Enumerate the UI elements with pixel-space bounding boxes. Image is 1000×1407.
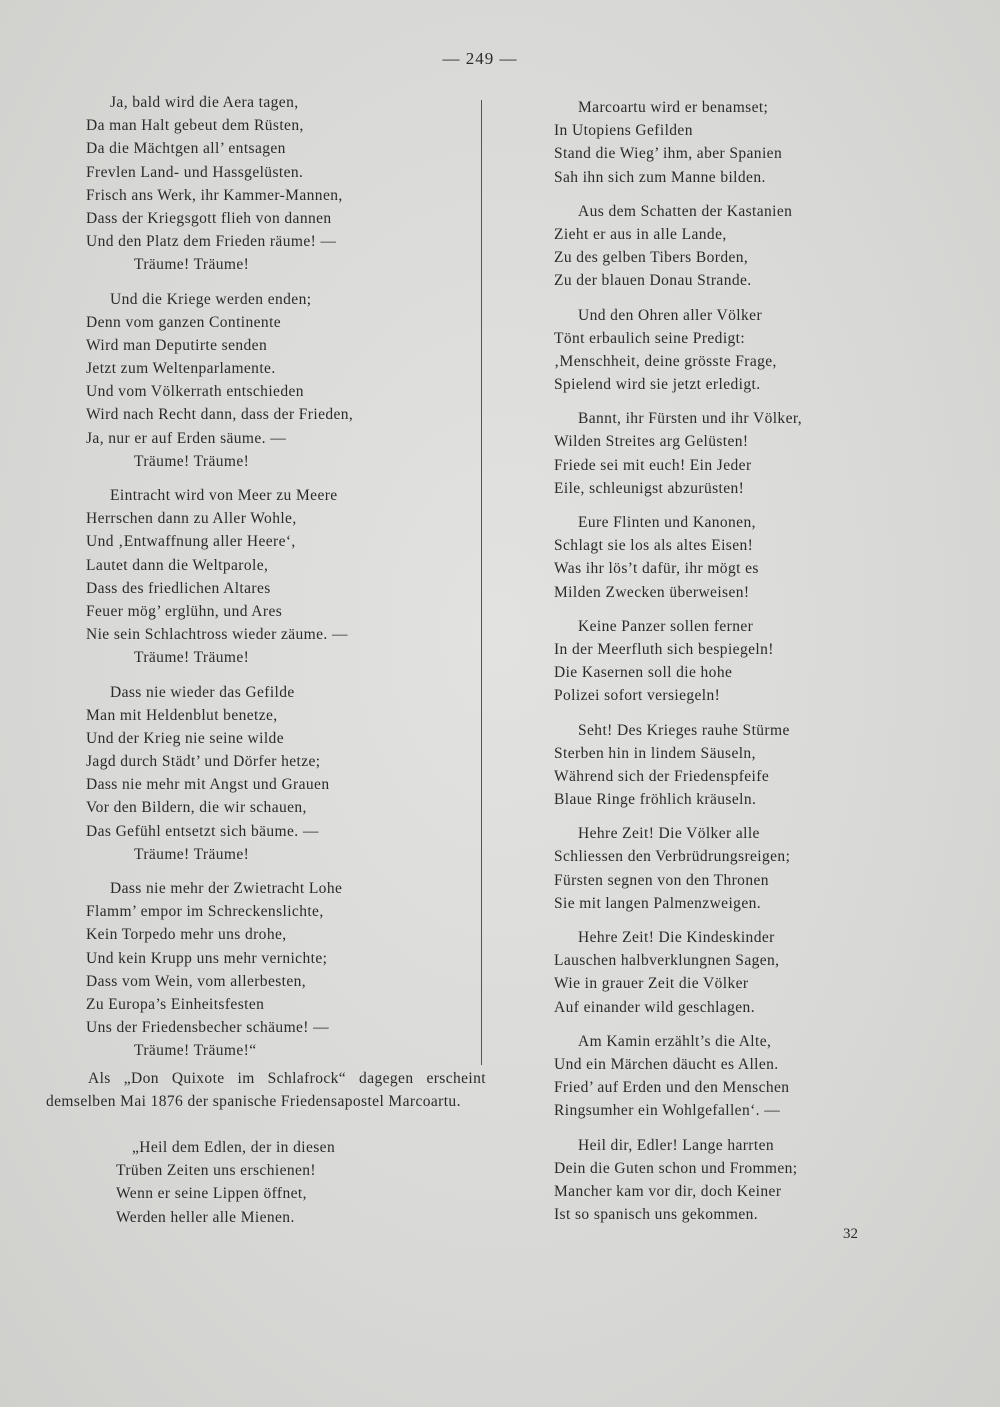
refrain-line: Träume! Träume!“	[134, 1042, 257, 1060]
verse-line: Herrschen dann zu Aller Wohle,	[86, 510, 297, 528]
verse-line: Und vom Völkerrath entschieden	[86, 383, 304, 401]
verse-line: Während sich der Friedenspfeife	[554, 767, 770, 785]
verse-line: Lautet dann die Weltparole,	[86, 556, 269, 574]
verse-line: ‚Menschheit, deine grösste Frage,	[554, 352, 777, 370]
stanza	[554, 1030, 884, 1123]
verse-line: Wie in grauer Zeit die Völker	[554, 975, 749, 993]
verse-line: Man mit Heldenblut benetze,	[86, 706, 278, 724]
verse-line: Zu Europa’s Einheitsfesten	[86, 995, 265, 1013]
verse-line: Zieht er aus in alle Lande,	[554, 225, 727, 243]
verse-line: Mancher kam vor dir, doch Keiner	[554, 1182, 782, 1200]
verse-line: Uns der Friedensbecher schäume! —	[86, 1019, 330, 1037]
verse-line: Wenn er seine Lippen öffnet,	[116, 1185, 307, 1203]
stanza	[554, 822, 884, 915]
verse-line: Dass des friedlichen Altares	[86, 579, 271, 597]
refrain-line: Träume! Träume!	[134, 452, 250, 470]
verse-line: Jagd durch Städt’ und Dörfer hetze;	[86, 753, 321, 771]
verse-line: Marcoartu wird er benamset;	[578, 99, 769, 116]
verse-line: Vor den Bildern, die wir schauen,	[86, 799, 307, 817]
verse-line: Dass nie wieder das Gefilde	[110, 683, 295, 701]
verse-line: Eile, schleunigst abzurüsten!	[554, 479, 745, 497]
verse-line: Ja, nur er auf Erden säume. —	[86, 429, 287, 447]
verse-line: Lauschen halbverklungnen Sagen,	[554, 952, 780, 970]
stanza	[86, 484, 471, 670]
verse-line: Fried’ auf Erden und den Menschen	[554, 1079, 790, 1097]
verse-line: Und ein Märchen däucht es Allen.	[554, 1055, 779, 1073]
verse-line: Nie sein Schlachtross wieder zäume. —	[86, 626, 348, 644]
stanza	[554, 926, 884, 1019]
verse-line: Wilden Streites arg Gelüsten!	[554, 433, 749, 451]
stanza	[554, 407, 884, 500]
stanza	[86, 681, 471, 867]
verse-line: Am Kamin erzählt’s die Alte,	[578, 1032, 772, 1050]
verse-line: Und kein Krupp uns mehr vernichte;	[86, 949, 328, 967]
stanza	[554, 96, 884, 189]
verse-line: Trüben Zeiten uns erschienen!	[116, 1162, 316, 1180]
verse-line: Frevlen Land- und Hassgelüsten.	[86, 163, 304, 181]
refrain-line: Träume! Träume!	[134, 649, 250, 667]
stanza	[554, 511, 884, 604]
verse-line: Auf einander wild geschlagen.	[554, 998, 755, 1016]
verse-line: Da die Mächtgen all’ entsagen	[86, 140, 286, 158]
verse-line: Wird man Deputirte senden	[86, 336, 268, 354]
verse-line: Friede sei mit euch! Ein Jeder	[554, 456, 752, 474]
verse-line: Milden Zwecken überweisen!	[554, 583, 750, 601]
verse-line: „Heil dem Edlen, der in diesen	[132, 1139, 336, 1156]
stanza	[554, 615, 884, 708]
refrain-line: Träume! Träume!	[134, 845, 250, 863]
verse-line: Die Kasernen soll die hohe	[554, 664, 733, 682]
verse-line: Hehre Zeit! Die Kindeskinder	[578, 929, 775, 946]
verse-line: Frisch ans Werk, ihr Kammer-Mannen,	[86, 186, 343, 204]
verse-line: Und der Krieg nie seine wilde	[86, 729, 284, 747]
verse-line: Zu des gelben Tibers Borden,	[554, 249, 749, 267]
verse-line: Dein die Guten schon und Frommen;	[554, 1159, 798, 1177]
verse-line: Feuer mög’ erglühn, und Ares	[86, 602, 283, 620]
verse-line: Eintracht wird von Meer zu Meere	[110, 487, 338, 504]
verse-line: Schliessen den Verbrüdrungsreigen;	[554, 848, 791, 866]
left-column	[86, 91, 471, 1074]
verse-line: Sterben hin in lindem Säuseln,	[554, 744, 756, 762]
column-divider	[481, 100, 482, 1065]
verse-line: Kein Torpedo mehr uns drohe,	[86, 926, 287, 944]
stanza	[554, 1134, 884, 1227]
verse-line: Was ihr lös’t dafür, ihr mögt es	[554, 560, 759, 578]
verse-line: In der Meerfluth sich bespiegeln!	[554, 640, 774, 658]
verse-line: Fürsten segnen von den Thronen	[554, 871, 769, 889]
stanza	[86, 91, 471, 277]
verse-line: Dass vom Wein, vom allerbesten,	[86, 972, 307, 990]
stanza	[554, 304, 884, 397]
verse-line: Sie mit langen Palmenzweigen.	[554, 894, 762, 912]
verse-line: Und die Kriege werden enden;	[110, 290, 312, 308]
verse-line: Seht! Des Krieges rauhe Stürme	[578, 721, 790, 739]
verse-line: Bannt, ihr Fürsten und ihr Völker,	[578, 410, 803, 428]
verse-line: Dass der Kriegsgott flieh von dannen	[86, 209, 332, 227]
verse-line: Keine Panzer sollen ferner	[578, 617, 754, 635]
verse-line: Blaue Ringe fröhlich kräuseln.	[554, 791, 757, 809]
left-column-continued	[116, 1136, 476, 1240]
verse-line: Dass nie mehr mit Angst und Grauen	[86, 776, 330, 794]
verse-line: Werden heller alle Mienen.	[116, 1208, 295, 1226]
stanza	[86, 288, 471, 474]
verse-line: Sah ihn sich zum Manne bilden.	[554, 168, 766, 186]
verse-line: Polizei sofort versiegeln!	[554, 687, 721, 705]
verse-line: Heil dir, Edler! Lange harrten	[578, 1136, 775, 1154]
stanza	[554, 200, 884, 293]
sheet-signature: 32	[843, 1226, 858, 1242]
right-column	[554, 96, 884, 1237]
verse-line: Eure Flinten und Kanonen,	[578, 514, 756, 531]
verse-line: Hehre Zeit! Die Völker alle	[578, 825, 760, 843]
stanza	[554, 719, 884, 812]
refrain-line: Träume! Träume!	[134, 256, 250, 274]
prose-paragraph: Als „Don Quixote im Schlafrock“ dagegen erscheint demselben Mai 1876 der spanische Friedensapostel Marcoartu.	[46, 1070, 486, 1111]
verse-line: Flamm’ empor im Schreckenslichte,	[86, 903, 324, 921]
verse-line: Aus dem Schatten der Kastanien	[578, 202, 793, 220]
verse-line: Ist so spanisch uns gekommen.	[554, 1206, 759, 1224]
verse-line: Stand die Wieg’ ihm, aber Spanien	[554, 145, 783, 163]
verse-line: Jetzt zum Weltenparlamente.	[86, 360, 276, 378]
verse-line: Ringsumher ein Wohlgefallen‘. —	[554, 1102, 781, 1120]
verse-line: Dass nie mehr der Zwietracht Lohe	[110, 880, 343, 897]
verse-line: Tönt erbaulich seine Predigt:	[554, 329, 746, 347]
verse-line: Denn vom ganzen Continente	[86, 313, 282, 331]
stanza	[86, 877, 471, 1063]
verse-line: Zu der blauen Donau Strande.	[554, 272, 752, 290]
verse-line: Und den Platz dem Frieden räume! —	[86, 233, 337, 251]
verse-line: Das Gefühl entsetzt sich bäume. —	[86, 822, 319, 840]
verse-line: Ja, bald wird die Aera tagen,	[110, 94, 299, 111]
verse-line: Da man Halt gebeut dem Rüsten,	[86, 117, 304, 135]
page-number: — 249 —	[442, 49, 518, 68]
verse-line: In Utopiens Gefilden	[554, 122, 693, 140]
verse-line: Wird nach Recht dann, dass der Frieden,	[86, 406, 354, 424]
verse-line: Und den Ohren aller Völker	[578, 306, 763, 324]
stanza	[116, 1136, 476, 1229]
verse-line: Spielend wird sie jetzt erledigt.	[554, 376, 761, 394]
verse-line: Und ‚Entwaffnung aller Heere‘,	[86, 533, 296, 551]
verse-line: Schlagt sie los als altes Eisen!	[554, 537, 754, 555]
